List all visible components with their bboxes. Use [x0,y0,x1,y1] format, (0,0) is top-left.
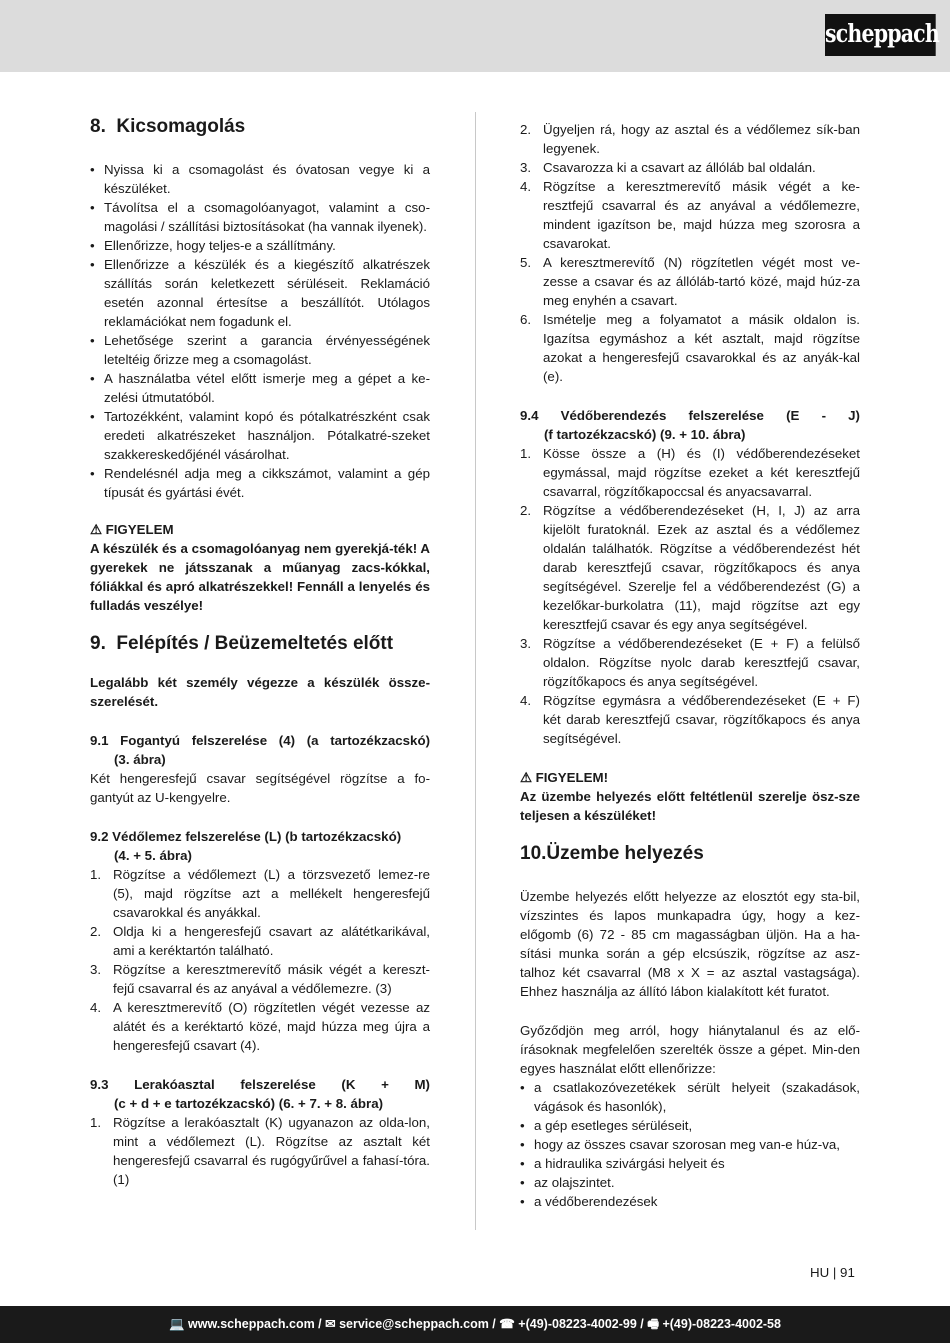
step-number: 3. [520,160,532,175]
list-item: • a védőberendezések [520,1192,860,1211]
section-number: 10. [520,843,547,864]
subsection-9-3-heading-cont: (c + d + e tartozékzacskó) (6. + 7. + 8. ábra) [114,1096,384,1111]
section-8-heading [90,112,430,142]
footer-bar: 💻 www.scheppach.com / ✉ service@scheppach.com / ☎ +(49)-08223-4002-99 / 🖷 +(49)-08223-4002-58 [0,1306,950,1343]
step-number: 1. [520,446,532,461]
step-number: 2. [90,924,102,939]
step-text: Rögzítse a védőberendezéseket (H, I, J) az arra kijelölt furatoknál. Ezek az asztal és a védőlemez oldalán találhatók. Rögzítse a védőberendezést hét darab keresztfejű csavar, rögzítőkapocs és anya segítségével. Szerelje fel a védőberendezést (G) a kezelőkar-burkolatra (11), majd rögzítse azt egy keresztfejű csavar és egy anya segítségével. [543,503,860,632]
step-text: Rögzítse a védőlemezt (L) a törzsvezető lemez-re (5), majd rögzítse azt a mellékelt hengeresfejű csavarokkal és anyákkal. [113,867,430,920]
steps-9-3 [90,1113,430,1189]
steps-9-2 [90,865,430,1055]
list-item [520,158,860,177]
list-item: • a csatlakozóvezetékek sérült helyeit (szakadások, vágások és hasonlók), [520,1078,860,1116]
header-bar [0,0,950,72]
step-number: 5. [520,255,532,270]
unpacking-list [90,160,430,502]
column-divider [475,112,476,1230]
subsection-9-4-heading-cont: (f tartozékzacskó) (9. + 10. ábra) [544,427,746,442]
section-title: Üzembe helyezés [546,843,704,864]
step-number: 6. [520,312,532,327]
step-text: A keresztmerevítő (O) rögzítetlen végét vezesse az alátét és a keréktartó közé, majd húzza meg újra a hengeresfejű csavart (4). [113,1000,430,1053]
list-item: • Rendelésnél adja meg a cikkszámot, valamint a gép típusát és gyártási évét. [90,464,430,502]
list-item [520,444,860,501]
list-item [90,960,430,998]
section-title: Felépítés / Beüzemeltetés előtt [116,633,394,654]
subsection-9-1-heading: 9.1 Fogantyú felszerelése (4) (a tartozékzacskó) [90,733,430,748]
section-9-heading [90,629,430,659]
list-item: • Nyissa ki a csomagolást és óvatosan vegye ki a készüléket. [90,160,430,198]
step-number: 4. [520,693,532,708]
step-number: 2. [520,503,532,518]
section-10-paragraph: Győződjön meg arról, hogy hiánytalanul és az elő-írásoknak megfelelően szerelték össze a gépet. Min-den egyes használat előtt ellenőrizze: [520,1023,860,1076]
section-title: Kicsomagolás [116,116,246,137]
warning-text: Az üzembe helyezés előtt feltétlenül szerelje ösz-sze teljesen a készüléket! [520,789,860,823]
step-text: Rögzítse a lerakóasztalt (K) ugyanazon az olda-lon, mint a védőlemezt (L). Rögzítse az asztalt két hengeresfejű csavarral és rugógyűrűvel a fahasí-tóra. (1) [113,1115,430,1187]
step-text: Rögzítse egymásra a védőberendezéseket (E + F) két darab keresztfejű csavar, rögzítőkapocs és anya segítségével. [543,693,860,746]
step-text: Csavarozza ki a csavart az állóláb bal oldalán. [543,160,816,175]
list-item: • Távolítsa el a csomagolóanyagot, valamint a cso-magolási / szállítási biztosításokat (ha vannak ilyenek). [90,198,430,236]
list-item [520,253,860,310]
section-9-intro: Legalább két személy végezze a készülék össze-szerelését. [90,675,430,709]
subsection-9-1-heading-cont: (3. ábra) [114,752,166,767]
steps-9-3-continued [520,120,860,386]
list-item [90,865,430,922]
list-item: • Lehetősége szerint a garancia érvényességének leteltéig őrizze meg a csomagolást. [90,331,430,369]
list-item [520,120,860,158]
list-item [520,691,860,748]
list-item: • A használatba vétel előtt ismerje meg a gépet a ke-zelési útmutatóból. [90,369,430,407]
list-item: • a hidraulika szivárgási helyeit és [520,1154,860,1173]
step-text: Rögzítse a keresztmerevítő másik végét a kereszt-fejű csavarral és az anyával a védőlemezre. (3) [113,962,430,996]
list-item [90,1113,430,1189]
step-number: 3. [90,962,102,977]
subsection-9-4-heading: 9.4 Védőberendezés felszerelése (E - J) [520,408,860,423]
step-number: 4. [520,179,532,194]
section-10-heading [520,839,860,869]
step-text: Oldja ki a hengeresfejű csavart az alátétkarikával, ami a keréktartón található. [113,924,430,958]
left-column [90,112,430,1189]
brand-logo: scheppach [825,14,936,56]
list-item [90,998,430,1055]
step-number: 3. [520,636,532,651]
subsection-9-3-heading: 9.3 Lerakóasztal felszerelése (K + M) [90,1077,430,1092]
checklist [520,1078,860,1211]
right-column [520,120,860,1211]
section-10-paragraph: Üzembe helyezés előtt helyezze az elosztót egy sta-bil, vízszintes és lapos munkapadra úgy, hogy a kez-előgomb (6) 72 - 85 cm magasságban üljön. Ha a ha-sítási munka során a gép elcsúszik, rögzítse az asz-talhoz két csavarral (M8 x X = az asztal vastagsága). Ehhez használja az állító lábon kialakított két furatot. [520,889,860,999]
steps-9-4 [520,444,860,748]
section-number: 9. [90,633,106,654]
list-item [520,177,860,253]
page-number: HU | 91 [810,1265,855,1280]
step-number: 2. [520,122,532,137]
step-text: Rögzítse a keresztmerevítő másik végét a ke-resztfejű csavarral és az anyával a védőlemezre, mindent igazítson be, majd húzza meg szorosra a csavarokat. [543,179,860,251]
list-item [90,922,430,960]
step-text: Ügyeljen rá, hogy az asztal és a védőlemez sík-ban legyenek. [543,122,860,156]
subsection-9-1-text: Két hengeresfejű csavar segítségével rögzítse a fo-gantyút az U-kengyelre. [90,771,430,805]
step-number: 1. [90,867,102,882]
list-item: • Ellenőrizze, hogy teljes-e a szállítmány. [90,236,430,255]
subsection-9-2-heading-cont: (4. + 5. ábra) [114,848,192,863]
list-item [520,501,860,634]
list-item: • az olajszintet. [520,1173,860,1192]
subsection-9-2-heading: 9.2 Védőlemez felszerelése (L) (b tartozékzacskó) [90,829,402,844]
list-item: • hogy az összes csavar szorosan meg van-e húz-va, [520,1135,860,1154]
step-text: Kösse össze a (H) és (I) védőberendezéseket egymással, majd rögzítse ezeket a két keresztfejű csavarral, rögzítőkapoccsal és anyacsavarral. [543,446,860,499]
step-text: A keresztmerevítő (N) rögzítetlen végét most ve-zesse a csavar és az állóláb-tartó közé, majd húz-za meg enyhén a csavart. [543,255,860,308]
list-item [520,634,860,691]
step-text: Ismételje meg a folyamatot a másik oldalon is. Igazítsa egymáshoz a két asztalt, majd rögzítse azokat a hengeresfejű csavarokkal és az anyák-kal (e). [543,312,860,384]
list-item: • Tartozékként, valamint kopó és pótalkatrészként csak eredeti alkatrészeket használjon. Pótalkatré-szeket szakkereskedőjénél vásárolhat. [90,407,430,464]
warning-title: ⚠ FIGYELEM [90,522,174,537]
step-number: 4. [90,1000,102,1015]
step-text: Rögzítse a védőberendezéseket (E + F) a felülső oldalon. Rögzítse nyolc darab keresztfejű csavar, rögzítőkapocs és anya segítségével. [543,636,860,689]
warning-text: A készülék és a csomagolóanyag nem gyerekjá-ték! A gyerekek ne játsszanak a műanyag zacs-kókkal, fóliákkal és apró alkatrészekkel! Fennáll a lenyelés és fulladás veszélye! [90,541,430,613]
list-item [520,310,860,386]
section-number: 8. [90,116,106,137]
warning-title: ⚠ FIGYELEM! [520,770,609,785]
step-number: 1. [90,1115,102,1130]
list-item: • Ellenőrizze a készülék és a kiegészítő alkatrészek szállítás során keletkezett sérüléseit. Reklamáció esetén azonnal értesítse a beszállítót. Utólagos reklamációkat nem fogadunk el. [90,255,430,331]
list-item: • a gép esetleges sérüléseit, [520,1116,860,1135]
